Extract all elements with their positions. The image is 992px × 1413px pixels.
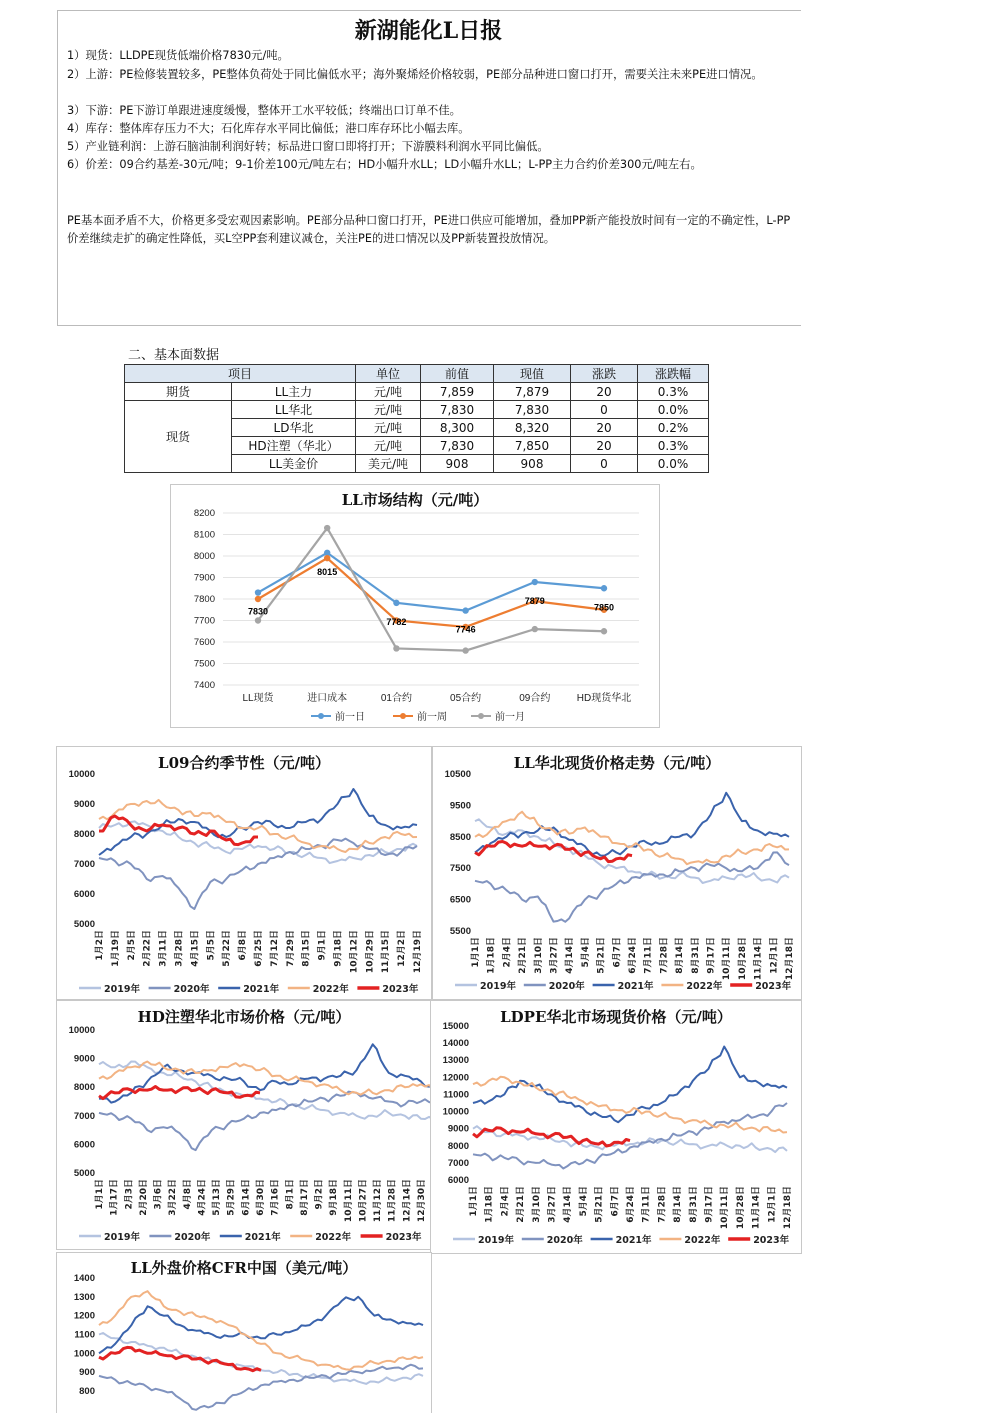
x-tick-label: 7月11日 xyxy=(643,937,654,974)
x-tick-label: 6月24日 xyxy=(626,1186,636,1223)
chart-title: HD注塑华北市场价格（元/吨） xyxy=(137,1008,351,1026)
y-tick-label: 8100 xyxy=(193,529,215,541)
x-tick-label: 10月11日 xyxy=(720,1186,731,1230)
x-tick-label: 12月30日 xyxy=(417,1179,427,1223)
y-tick-label: 13000 xyxy=(442,1055,469,1067)
y-tick-label: 7900 xyxy=(193,572,215,584)
x-tick-label: 6月14日 xyxy=(241,1179,252,1216)
data-point xyxy=(601,628,607,634)
x-tick-label: 9月1日 xyxy=(317,930,328,961)
x-tick-label: 8月14日 xyxy=(673,1186,684,1223)
x-tick-label: 12月18日 xyxy=(785,937,795,981)
y-tick-label: 5000 xyxy=(73,919,95,930)
legend-label: 2022年 xyxy=(312,984,349,995)
x-tick-label: 11月12日 xyxy=(373,1179,384,1223)
legend-label: 2023年 xyxy=(385,1232,422,1243)
series-line xyxy=(475,819,789,883)
y-tick-label: 8500 xyxy=(449,831,471,843)
y-tick-label: 1000 xyxy=(73,1348,95,1360)
x-tick-label: 4月8日 xyxy=(182,1179,193,1210)
y-tick-label: 15000 xyxy=(442,1021,469,1032)
series-line xyxy=(475,842,632,862)
row-curr: 7,830 xyxy=(494,401,571,419)
summary-spread: 6）价差：09合约基差-30元/吨；9-1价差100元/吨左右；HD小幅升水LL；LD小幅升水LL；L-PP主力合约价差300元/吨左右。 xyxy=(67,158,702,171)
legend-label: 前一月 xyxy=(495,712,525,723)
y-tick-label: 5000 xyxy=(73,1168,95,1179)
x-tick-label: 4月15日 xyxy=(190,930,201,967)
x-tick-label: 2月4日 xyxy=(500,1186,511,1217)
x-tick-label: 进口成本 xyxy=(307,693,348,704)
data-point xyxy=(462,647,468,653)
x-tick-label: HD现货华北 xyxy=(576,693,632,704)
row-prev: 7,830 xyxy=(421,401,494,419)
x-tick-label: 8月15日 xyxy=(301,930,312,967)
x-tick-label: 6月7日 xyxy=(612,937,623,968)
x-tick-label: 2月20日 xyxy=(138,1179,149,1216)
col-change: 涨跌 xyxy=(571,365,638,383)
y-tick-label: 6500 xyxy=(449,894,471,906)
summary-upstream: 2）上游：PE检修装置较多，PE整体负荷处于同比偏低水平；海外聚烯烃价格较弱，PE部分品种进口窗口打开，需要关注未来PE进口情况。 xyxy=(67,68,763,81)
x-tick-label: 8月31日 xyxy=(688,1186,699,1223)
x-tick-label: 12月1日 xyxy=(769,937,780,974)
x-tick-label: 1月1日 xyxy=(469,1186,479,1217)
y-tick-label: 10000 xyxy=(442,1106,469,1118)
legend-label: 2020年 xyxy=(173,984,210,995)
x-tick-label: 7月11日 xyxy=(641,1186,652,1223)
series-line xyxy=(99,1365,423,1410)
y-tick-label: 7500 xyxy=(193,658,215,670)
summary-spot: 1）现货：LLDPE现货低端价格7830元/吨。 xyxy=(67,49,289,62)
x-tick-label: 5月21日 xyxy=(596,937,607,974)
row-change: 20 xyxy=(571,383,638,401)
row-prev: 908 xyxy=(421,455,494,473)
y-tick-label: 6000 xyxy=(447,1175,469,1186)
data-point xyxy=(532,579,538,585)
series-line xyxy=(99,1291,423,1370)
row-item: LL主力 xyxy=(232,383,356,401)
chart-title: LL市场结构（元/吨） xyxy=(341,491,489,509)
row-unit: 元/吨 xyxy=(356,437,421,455)
row-unit: 元/吨 xyxy=(356,401,421,419)
x-tick-label: 9月17日 xyxy=(706,937,717,974)
x-tick-label: 3月6日 xyxy=(153,1179,164,1210)
series-line xyxy=(258,528,604,651)
x-tick-label: 1月17日 xyxy=(109,1179,120,1216)
x-tick-label: 8月17日 xyxy=(299,1179,310,1216)
y-tick-label: 1100 xyxy=(74,1329,95,1341)
x-tick-label: 10月12日 xyxy=(349,930,360,974)
seasonal-chart-hd xyxy=(56,1000,432,1250)
x-tick-label: 3月27日 xyxy=(549,937,560,974)
y-tick-label: 7500 xyxy=(449,863,471,875)
x-tick-label: 11月15日 xyxy=(381,930,392,974)
col-unit: 单位 xyxy=(356,365,421,383)
y-tick-label: 9500 xyxy=(449,800,471,812)
series-line xyxy=(99,839,417,909)
x-tick-label: 7月16日 xyxy=(270,1179,281,1216)
y-tick-label: 12000 xyxy=(442,1072,469,1084)
row-unit: 美元/吨 xyxy=(356,455,421,473)
x-tick-label: 8月31日 xyxy=(690,937,701,974)
x-tick-label: 09合约 xyxy=(519,693,551,704)
x-tick-label: 8月14日 xyxy=(675,937,686,974)
x-tick-label: 5月4日 xyxy=(578,1186,589,1217)
x-tick-label: 7月12日 xyxy=(269,930,280,967)
y-tick-label: 10500 xyxy=(444,769,471,780)
row-item: LL美金价 xyxy=(232,455,356,473)
x-tick-label: 3月11日 xyxy=(158,930,169,967)
x-tick-label: 10月11日 xyxy=(343,1179,354,1223)
x-tick-label: 2月4日 xyxy=(502,937,513,968)
legend-marker xyxy=(318,713,324,719)
y-tick-label: 7700 xyxy=(193,615,215,627)
row-change: 0 xyxy=(571,401,638,419)
chart-title: LDPE华北市场现货价格（元/吨） xyxy=(500,1008,732,1026)
x-tick-label: 5月4日 xyxy=(580,937,591,968)
x-tick-label: 6月24日 xyxy=(628,937,638,974)
x-tick-label: 3月22日 xyxy=(168,1179,179,1216)
data-point xyxy=(462,607,468,613)
seasonal-plot-hd xyxy=(57,1001,431,1249)
market-structure-chart xyxy=(170,484,660,728)
y-tick-label: 10000 xyxy=(68,769,95,780)
data-point xyxy=(393,645,399,651)
legend-label: 2022年 xyxy=(686,981,723,992)
x-tick-label: 12月1日 xyxy=(767,1186,778,1223)
row-item: LD华北 xyxy=(232,419,356,437)
seasonal-plot-ldpe xyxy=(431,1001,801,1253)
x-tick-label: 10月28日 xyxy=(737,937,748,981)
data-point xyxy=(255,589,261,595)
data-label: 7782 xyxy=(386,616,407,627)
x-tick-label: 6月30日 xyxy=(256,1179,266,1216)
x-tick-label: LL现货 xyxy=(242,693,274,704)
table-header-row xyxy=(125,365,709,383)
data-point xyxy=(255,596,261,602)
x-tick-label: 9月17日 xyxy=(704,1186,715,1223)
y-tick-label: 11000 xyxy=(443,1089,469,1101)
x-tick-label: 5月5日 xyxy=(206,930,217,961)
y-tick-label: 7000 xyxy=(73,1110,95,1122)
x-tick-label: 7月29日 xyxy=(285,930,296,967)
legend-label: 2019年 xyxy=(480,981,516,992)
row-prev: 8,300 xyxy=(421,419,494,437)
y-tick-label: 800 xyxy=(79,1386,95,1397)
y-tick-label: 9000 xyxy=(73,799,95,810)
seasonal-plot-ll-north xyxy=(433,747,801,999)
x-tick-label: 1月2日 xyxy=(95,930,105,961)
x-tick-label: 6月7日 xyxy=(610,1186,621,1217)
x-tick-label: 11月14日 xyxy=(753,937,764,981)
y-tick-label: 7800 xyxy=(193,594,215,605)
seasonal-plot-cfr xyxy=(57,1253,431,1413)
col-curr: 现值 xyxy=(494,365,571,383)
y-tick-label: 8000 xyxy=(193,551,215,562)
x-tick-label: 3月10日 xyxy=(533,937,544,974)
col-prev: 前值 xyxy=(421,365,494,383)
y-tick-label: 6000 xyxy=(73,889,95,900)
series-line xyxy=(99,1044,453,1102)
section-heading: 二、基本面数据 xyxy=(128,348,220,363)
x-tick-label: 7月28日 xyxy=(659,937,670,974)
legend-label: 2022年 xyxy=(315,1232,352,1243)
y-tick-label: 6000 xyxy=(73,1139,95,1151)
row-item: HD注塑（华北） xyxy=(232,437,356,455)
x-tick-label: 1月19日 xyxy=(110,930,121,967)
x-tick-label: 5月29日 xyxy=(226,1179,237,1216)
legend-label: 2023年 xyxy=(382,984,419,995)
legend-label: 前一周 xyxy=(417,712,447,723)
legend-label: 2021年 xyxy=(244,1232,281,1243)
row-curr: 7,879 xyxy=(494,383,571,401)
fundamentals-table xyxy=(124,364,709,473)
x-tick-label: 10月28日 xyxy=(735,1186,746,1230)
x-tick-label: 3月28日 xyxy=(174,930,185,967)
x-tick-label: 3月10日 xyxy=(531,1186,542,1223)
data-point xyxy=(393,600,399,606)
x-tick-label: 1月18日 xyxy=(486,937,497,974)
row-prev: 7,859 xyxy=(421,383,494,401)
legend-marker xyxy=(478,713,484,719)
y-tick-label: 8000 xyxy=(73,829,95,840)
y-tick-label: 900 xyxy=(79,1367,95,1379)
y-tick-label: 9000 xyxy=(447,1123,469,1135)
x-tick-label: 2月22日 xyxy=(142,930,153,967)
y-tick-label: 1300 xyxy=(73,1291,95,1303)
series-line xyxy=(99,1347,261,1370)
row-change-pct: 0.3% xyxy=(638,437,709,455)
legend-label: 2021年 xyxy=(615,1235,652,1246)
summary-inventory: 4）库存：整体库存压力不大；石化库存水平同比偏低；港口库存环比小幅去库。 xyxy=(67,122,470,135)
seasonal-plot-l09 xyxy=(57,747,431,999)
row-change-pct: 0.0% xyxy=(638,401,709,419)
legend-label: 2022年 xyxy=(684,1235,721,1246)
seasonal-chart-ll-north xyxy=(432,746,802,1000)
data-point xyxy=(532,626,538,632)
group-label-spot: 现货 xyxy=(125,401,232,473)
x-tick-label: 12月18日 xyxy=(783,1186,793,1230)
series-line xyxy=(258,558,604,627)
legend-label: 2020年 xyxy=(548,981,585,992)
x-tick-label: 10月29日 xyxy=(365,930,376,974)
x-tick-label: 10月27日 xyxy=(358,1179,369,1223)
x-tick-label: 9月18日 xyxy=(329,1179,340,1216)
col-item: 项目 xyxy=(125,365,356,383)
x-tick-label: 9月2日 xyxy=(314,1179,325,1210)
series-line xyxy=(475,852,789,921)
row-change: 20 xyxy=(571,419,638,437)
series-line xyxy=(99,1333,423,1384)
x-tick-label: 1月1日 xyxy=(95,1179,105,1210)
x-tick-label: 10月11日 xyxy=(722,937,733,981)
table-row xyxy=(125,401,709,419)
seasonal-chart-l09 xyxy=(56,746,432,1000)
legend-label: 2019年 xyxy=(478,1235,514,1246)
legend-label: 2021年 xyxy=(243,984,280,995)
col-change-pct: 涨跌幅 xyxy=(638,365,709,383)
x-tick-label: 05合约 xyxy=(450,693,482,704)
market-structure-plot xyxy=(171,485,659,727)
row-item: LL华北 xyxy=(232,401,356,419)
y-tick-label: 5500 xyxy=(449,926,471,937)
x-tick-label: 5月13日 xyxy=(212,1179,223,1216)
legend-label: 2019年 xyxy=(104,1232,140,1243)
y-tick-label: 10000 xyxy=(68,1025,95,1036)
x-tick-label: 3月27日 xyxy=(547,1186,558,1223)
x-tick-label: 11月14日 xyxy=(751,1186,762,1230)
y-tick-label: 8200 xyxy=(193,508,215,519)
data-label: 7830 xyxy=(247,606,269,617)
x-tick-label: 6月8日 xyxy=(238,930,249,961)
x-tick-label: 4月14日 xyxy=(563,1186,574,1223)
x-tick-label: 5月22日 xyxy=(222,930,233,967)
x-tick-label: 2月3日 xyxy=(124,1179,135,1210)
x-tick-label: 11月28日 xyxy=(387,1179,398,1223)
y-tick-label: 14000 xyxy=(442,1038,469,1050)
y-tick-label: 1200 xyxy=(73,1310,95,1322)
x-tick-label: 4月14日 xyxy=(565,937,576,974)
row-curr: 7,850 xyxy=(494,437,571,455)
legend-label: 前一日 xyxy=(335,712,365,723)
x-tick-label: 7月28日 xyxy=(657,1186,668,1223)
y-tick-label: 8000 xyxy=(447,1140,469,1152)
report-title: 新湖能化L日报 xyxy=(354,18,503,44)
y-tick-label: 7400 xyxy=(193,680,215,691)
x-tick-label: 1月1日 xyxy=(471,937,481,968)
legend-marker xyxy=(400,713,406,719)
series-line xyxy=(258,553,604,611)
x-tick-label: 1月18日 xyxy=(484,1186,495,1223)
summary-profit: 5）产业链利润：上游石脑油制利润好转；标品进口窗口即将打开；下游膜料利润水平同比偏低。 xyxy=(67,140,549,153)
x-tick-label: 9月18日 xyxy=(333,930,344,967)
x-tick-label: 01合约 xyxy=(380,693,412,704)
y-tick-label: 9000 xyxy=(73,1053,95,1065)
legend-label: 2020年 xyxy=(174,1232,211,1243)
row-unit: 元/吨 xyxy=(356,419,421,437)
legend-label: 2023年 xyxy=(755,981,792,992)
y-tick-label: 7000 xyxy=(73,859,95,870)
series-line xyxy=(473,1077,787,1133)
seasonal-chart-ldpe xyxy=(430,1000,802,1254)
row-change-pct: 0.3% xyxy=(638,383,709,401)
row-prev: 7,830 xyxy=(421,437,494,455)
x-tick-label: 2月5日 xyxy=(126,930,137,961)
table-row xyxy=(125,383,709,401)
row-curr: 8,320 xyxy=(494,419,571,437)
data-label: 7850 xyxy=(593,602,615,613)
row-change: 0 xyxy=(571,455,638,473)
summary-downstream: 3）下游：PE下游订单跟进速度缓慢，整体开工水平较低；终端出口订单不佳。 xyxy=(67,104,461,117)
row-change: 20 xyxy=(571,437,638,455)
x-tick-label: 6月25日 xyxy=(254,930,264,967)
x-tick-label: 5月21日 xyxy=(594,1186,605,1223)
summary-conclusion: PE基本面矛盾不大，价格更多受宏观因素影响。PE部分品种口窗口打开，PE进口供应可能增加，叠加PP新产能投放时间有一定的不确定性，L-PP价差继续走扩的确定性降低，买L空PP套利建议减仓，关注PE的进口情况以及PP新装置投放情况。 xyxy=(67,214,791,245)
row-curr: 908 xyxy=(494,455,571,473)
data-point xyxy=(324,525,330,531)
data-label: 8015 xyxy=(317,566,338,577)
legend-label: 2023年 xyxy=(753,1235,790,1246)
data-point xyxy=(255,617,261,623)
seasonal-chart-cfr xyxy=(56,1252,432,1413)
data-label: 7746 xyxy=(455,624,476,635)
row-change-pct: 0.2% xyxy=(638,419,709,437)
row-unit: 元/吨 xyxy=(356,383,421,401)
x-tick-label: 12月19日 xyxy=(413,930,423,974)
data-point xyxy=(601,585,607,591)
legend-label: 2021年 xyxy=(617,981,654,992)
legend-label: 2019年 xyxy=(104,984,140,995)
y-tick-label: 7000 xyxy=(447,1157,469,1169)
y-tick-label: 7600 xyxy=(193,637,215,648)
row-change-pct: 0.0% xyxy=(638,455,709,473)
x-tick-label: 8月1日 xyxy=(285,1179,296,1210)
x-tick-label: 2月21日 xyxy=(518,937,529,974)
x-tick-label: 2月21日 xyxy=(516,1186,527,1223)
group-label-futures: 期货 xyxy=(125,383,232,401)
chart-title: LL外盘价格CFR中国（美元/吨） xyxy=(130,1259,358,1277)
y-tick-label: 1400 xyxy=(73,1273,95,1284)
x-tick-label: 12月2日 xyxy=(397,930,408,967)
data-label: 7879 xyxy=(524,596,545,607)
chart-title: L09合约季节性（元/吨） xyxy=(158,754,330,772)
y-tick-label: 8000 xyxy=(73,1082,95,1094)
x-tick-label: 4月24日 xyxy=(197,1179,208,1216)
data-point xyxy=(324,555,330,561)
legend-label: 2020年 xyxy=(546,1235,583,1246)
x-tick-label: 12月14日 xyxy=(402,1179,413,1223)
chart-title: LL华北现货价格走势（元/吨） xyxy=(513,754,721,772)
